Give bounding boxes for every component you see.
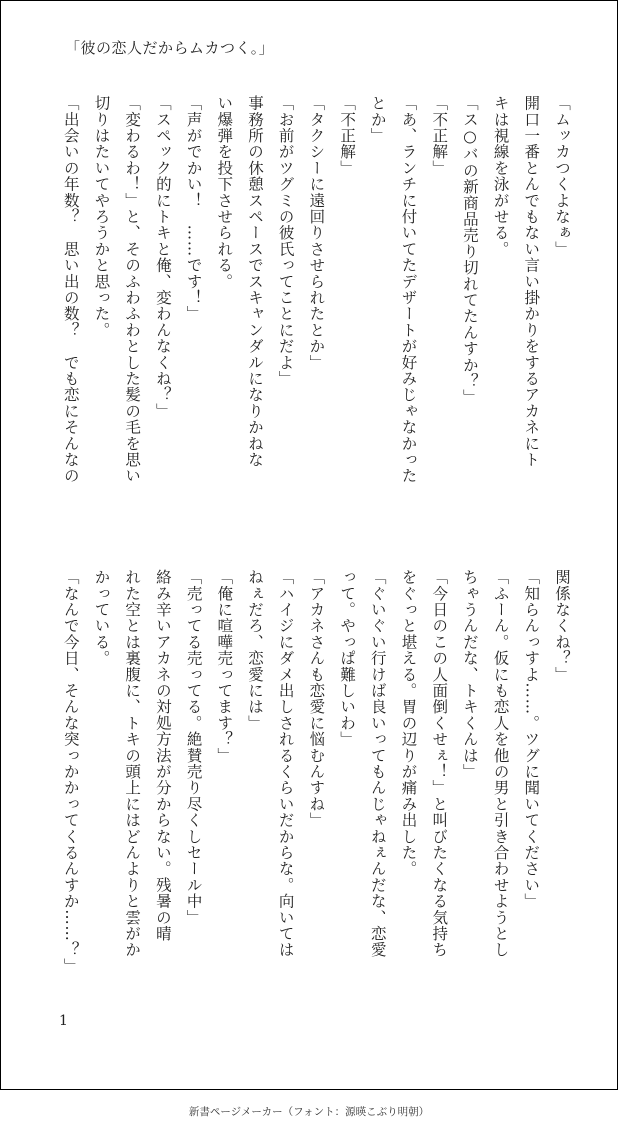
text-line: 「不正解」 [430,95,449,176]
text-line: とか」 [368,95,387,144]
text-line: ねぇだろ、恋愛には」 [245,569,264,731]
page-number: 1 [59,1013,68,1029]
text-line: かっている。 [92,569,111,667]
text-line: い爆弾を投下させられる。 [215,95,234,290]
generator-credit: 新書ページメーカー（フォント：源暎こぶり明朝） [188,1106,430,1118]
text-line: 「ふーん。仮にも恋人を他の男と引き合わせようとし [491,569,510,958]
text-line: 「あ、ランチに付いてたデザートが好みじゃなかった [399,95,418,484]
text-line: 「声がでかい！ ……です！」 [184,95,203,322]
text-line: 「俺に喧嘩売ってます？」 [215,569,234,764]
text-line: をぐっと堪える。胃の辺りが痛み出した。 [399,569,418,877]
text-line: 「スペック的にトキと俺、変わんなくね？」 [153,95,172,419]
text-line: キは視線を泳がせる。 [491,95,510,257]
text-line: 「変わるわ！」と、そのふわふわとした髪の毛を思い [123,95,142,484]
upper-text-block [37,95,577,535]
text-line: 「出会いの年数？ 思い出の数？ でも恋にそんなの [61,95,80,484]
text-line: 「お前がツグミの彼氏ってことにだよ」 [276,95,295,387]
text-line: って。やっぱ難しいわ」 [338,569,357,748]
text-line: 「今日のこの人面倒くせぇ！」と叫びたくなる気持ち [430,569,449,958]
text-line: 「ぐいぐい行けば良いってもんじゃねぇんだな、恋愛 [368,569,387,958]
lower-text-block [37,569,577,1009]
text-line: 切りはたいてやろうかと思った。 [92,95,111,338]
text-line: 開口一番とんでもない言い掛かりをするアカネにト [522,95,541,468]
text-line: 「ハイジにダメ出しされるくらいだからな。向いては [276,569,295,958]
story-title: 「彼の恋人だからムカつく。」 [65,39,275,57]
text-line: 「タクシーに遠回りさせられたとか」 [307,95,326,371]
text-line: 「知らんっすよ……。ツグに聞いてください」 [522,569,541,910]
text-line: 絡み辛いアカネの対処方法が分からない。残暑の晴 [153,569,172,942]
text-line: 「なんで今日、そんな突っかかってくるんすか……？」 [61,569,80,974]
text-line: れた空とは裏腹に、トキの頭上にはどんよりと雲がか [123,569,142,958]
text-line: 「アカネさんも恋愛に悩むんすね」 [307,569,326,829]
text-line: 「売ってる売ってる。絶賛売り尽くしセール中」 [184,569,203,926]
text-line: 事務所の休憩スペースでスキャンダルになりかねな [245,95,264,468]
text-line: 関係なくね？」 [553,569,571,683]
text-line: ちゃうんだな、トキくんは」 [460,569,479,780]
text-line: 「不正解」 [338,95,357,176]
text-line: 「ムッカつくよなぁ」 [553,95,571,257]
text-line: 「ス○バの新商品売り切れてたんすか？」 [460,95,479,406]
